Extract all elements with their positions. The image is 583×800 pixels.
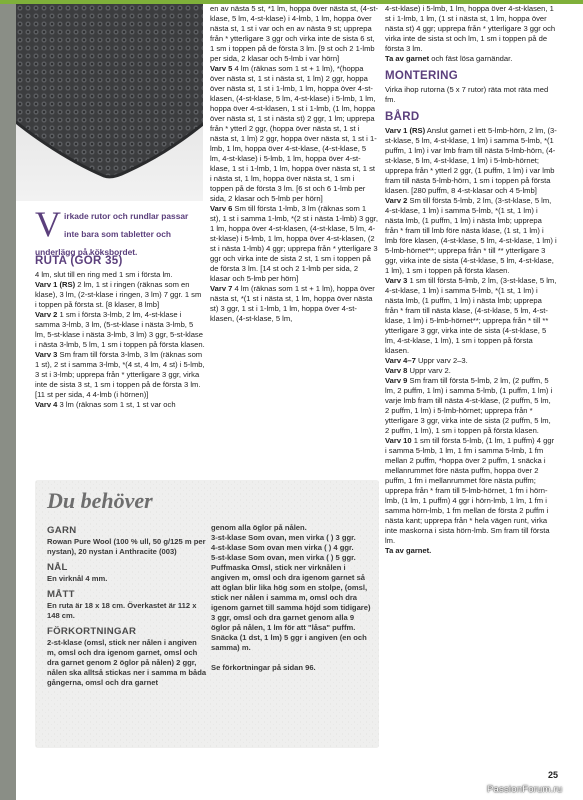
paragraph <box>211 653 373 663</box>
paragraph: Varv 4 3 lm (räknas som 1 st, 1 st var och <box>35 400 176 409</box>
bard-heading: BÅRD <box>385 111 420 123</box>
montering-heading: MONTERING <box>385 70 458 82</box>
drop-cap: V <box>35 204 61 244</box>
column-3 <box>385 4 557 556</box>
left-gray-sidebar <box>0 4 16 800</box>
forkortningar-text: 2-st-klase (omsl, stick ner nålen i angiven m, omsl och dra igenom garnet, omsl och dra garnet genom 2 öglor på nålen) 2 ggr, nålen ska alltså stickas ner i samma m båda gångerna, omsl och dra garnet <box>47 638 207 687</box>
paragraph: Varv 10 1 sm till första 5-lmb, (1 lm, 1 puffm) 4 ggr i samma 5-lmb, 1 lm, 1 fm i samma 5-lmb, 1 fm mellan 2 puffm, *hoppa över 2 puffm, 1 snäcka i mellanrummet före nästa puffm, hoppa över 2 puffm, 1 fm i mellanrummet före nästa puffm; upprepa från * fram till 5-lmb-hörnet, 1 fm i hörn-lmb, (1 lm, 1 puffm) 4 ggr i hörn-lmb, 1 lm, 1 fm i samma hörn-lmb, 1 fm mellan de första 2 puffm i nästa kant; upprepa från * hela vägen runt, virka inte maskorna i sista hörn-lmb. Sm fram till första lm. <box>385 436 555 545</box>
nal-text: En virknål 4 mm. <box>47 574 108 583</box>
paragraph: Varv 1 (RS) Anslut garnet i ett 5-lmb-hörn, 2 lm, (3-st-klase, 5 lm, 4-st-klase, 1 lm) i samma 5-lmb, *(1 puffm, 1 lm) i var lmb fram till nästa 5-lmb-hörn, (4-st-klase, 5 lm, 4-st-klase, 1 lm) i 5-lmb-hörnet; upprepa från * ytterl 2 ggr, (1 puffm, 1 lm) i var lmb fram till nästa 5-lmb-hörn, 1 sm i toppen på första klasen. [280 puffm, 8 4-st-klasar och 4 5-lmb] <box>385 126 557 195</box>
paragraph: Varv 7 4 lm (räknas som 1 st + 1 lm), hoppa över nästa st, *(1 st i nästa st, 1 lm, hoppa över nästa st) 3 ggr, 1 st i 1-lmb, 1 lm, hoppa över 4-st-klasen, (4-st-klase, 5 lm, <box>210 284 375 323</box>
paragraph: Varv 4–7 Uppr varv 2–3. <box>385 356 468 365</box>
blanket-illustration <box>16 4 203 201</box>
materials-title: Du behöver <box>47 488 153 513</box>
paragraph: Ta av garnet och fäst lösa garnändar. <box>385 54 513 63</box>
paragraph: Varv 2 1 sm i första 3-lmb, 2 lm, 4-st-klase i samma 3-lmb, 3 lm, (5-st-klase i nästa 3-lmb, 5 lm, 5-st-klase i nästa 3-lmb, 3 lm) 3 ggr, 5-st-klase i nästa 3-lmb, 5 lm, 1 sm i toppen på första klasen. <box>35 310 205 349</box>
ruta-heading: RUTA (GÖR 35) <box>35 255 123 267</box>
paragraph: Varv 9 Sm fram till första 5-lmb, 2 lm, (2 puffm, 5 lm, 2 puffm, 1 lm) i samma 5-lmb, (1 puffm, 1 lm) i varje lmb fram till nästa 4-st-klase, (2 puffm, 5 lm, 2 puffm, 1 lm) i 5-lmb-hörnet; upprepa från * ytterligare 3 ggr, virka inte de sista (2 puffm, 5 lm, 2 puffm, 1 lm), 1 sm i toppen på första klasen. <box>385 376 553 435</box>
paragraph: Varv 5 4 lm (räknas som 1 st + 1 lm), *(hoppa över nästa st, 1 st i nästa st, 1 lm) 2 ggr, hoppa över nästa st, 1 st i 1-lmb, 1 lm, hoppa över 4-st-klasen, (4-st-klase, 5 lm, 4-st-klase) i 5-lmb, 1 lm, hoppa över 4-st-klasen, 1 st i 1-lmb, (1 lm, hoppa över nästa st, 1 st i nästa st) 2 ggr, 1 lm; upprepa från * ytterl 2 ggr, (hoppa över nästa st, 1 st i nästa st, 1 lm) 2 ggr, hoppa över nästa st, 1 st i 1-lmb, 1 lm, hoppa över 4-st-klase, (4-st-klase, 5 lm, 4-st-klase) i 5-lmb, 1 lm, hoppa över 4-st-klase, 1 st i 1-lmb, 1 lm, hoppa över nästa st, 1 st i nästa st, 1 lm, hoppa över nästa st, 1 sm i toppen på de första 3 lm. [6 st och 6 1-lmb per sida, 2 klasar och 5-lmb per hörn] <box>210 64 377 203</box>
montering-text: Virka ihop rutorna (5 x 7 rutor) räta mot räta med fm. <box>385 85 549 104</box>
paragraph: Se förkortningar på sidan 96. <box>211 663 316 672</box>
bard-instructions <box>385 126 557 556</box>
paragraph: genom alla öglor på nålen. <box>211 523 307 532</box>
paragraph: Varv 8 Uppr varv 2. <box>385 366 451 375</box>
paragraph: Snäcka (1 dst, 1 lm) 5 ggr i angiven (en och samma) m. <box>211 633 367 652</box>
paragraph: Varv 3 Sm fram till första 3-lmb, 3 lm (räknas som 1 st), 2 st i samma 3-lmb, *(4 st, 4 lm, 4 st) i 5-lmb, 3 st i 3-lmb; upprepa från * ytterligare 3 ggr, virka inte de sista 3 st, 1 sm i toppen på de första 3 lm. [11 st per sida, 4 4-lmb (i hörnen)] <box>35 350 205 399</box>
paragraph: en av nästa 5 st, *1 lm, hoppa över nästa st, (4-st-klase, 5 lm, 4-st-klase) i 4-lmb, 1 lm, hoppa över nästa st, 1 st i var och en av nästa 9 st; upprepa från * ytterligare 3 ggr och virka inte de sista 6 st, 1 sm i toppen på de första 3 lm. [9 st och 2 1-lmb per sida, 2 klasar och 5-lmb i var hörn] <box>210 4 378 63</box>
intro-block <box>35 206 205 260</box>
page-number: 25 <box>548 770 559 780</box>
paragraph: 5-st-klase Som ovan, men virka ( ) 5 ggr. <box>211 553 356 562</box>
matt-text: En ruta är 18 x 18 cm. Överkastet är 112 x 148 cm. <box>47 601 197 620</box>
ruta-instructions <box>35 270 205 410</box>
ruta-instructions-end <box>385 4 557 64</box>
crochet-blanket-photo <box>16 4 203 201</box>
watermark: PassionForum.ru <box>487 784 563 795</box>
paragraph: 3-st-klase Som ovan, men virka ( ) 3 ggr. <box>211 533 356 542</box>
forkortningar-heading: FÖRKORTNINGAR <box>47 626 137 637</box>
intro-lead-text: irkade rutor och rundlar passar inte bara som tabletter och underlägg på köksbordet. <box>35 211 189 257</box>
garn-text: Rowan Pure Wool (100 % ull, 50 g/125 m per nystan), 20 nystan i Anthracite (003) <box>47 537 206 556</box>
nal-heading: NÅL <box>47 562 68 573</box>
paragraph: 4-st-klase Som ovan men virka ( ) 4 ggr. <box>211 543 354 552</box>
paragraph: 4 lm, slut till en ring med 1 sm i första lm. <box>35 270 173 279</box>
materials-box <box>35 480 379 748</box>
garn-heading: GARN <box>47 525 77 536</box>
materials-col-1 <box>47 520 207 688</box>
paragraph: Varv 3 1 sm till första 5-lmb, 2 lm, (3-st-klase, 5 lm, 4-st-klase, 1 lm) i samma 5-lmb, *(1 st, 1 lm) i nästa lmb, (1 puffm, 1 lm) i nästa lmb; upprepa från * fram till nästa klase, (4-st-klase, 5 lm, 4-st-klase, 1 lm) i 5-lmb-hörnet**; upprepa från * till ** ytterligare 3 ggr, virka inte de sista (4-st-klase, 5 lm, 4-st-klase, 1 lm), 1 sm i toppen på första klasen. <box>385 276 557 355</box>
column-2 <box>210 4 378 324</box>
ruta-instructions-cont <box>210 4 378 324</box>
abbreviations-list <box>211 523 373 673</box>
paragraph: Varv 6 Sm till första 1-lmb, 3 lm (räknas som 1 st), 1 st i samma 1-lmb, *(2 st i nästa 1-lmb) 3 ggr, 1 lm, hoppa över 4-st-klasen, (4-st-klase, 5 lm, 4-st-klase) i 5-lmb, 1 lm, hoppa över 4-st-klasen, (2 st i nästa 1-lmb) 4 ggr; upprepa från * ytterligare 3 ggr och virka inte de sista 2 st, 1 sm i toppen på de första 3 lm. [14 st och 2 1-lmb per sida, 2 klasar och 5-lmb per hörn] <box>210 204 378 283</box>
paragraph: 4-st-klase) i 5-lmb, 1 lm, hoppa över 4-st-klasen, 1 st i 1-lmb, 1 lm, (1 st i nästa st, 1 lm, hoppa över nästa st) 4 ggr; upprepa från * ytterligare 3 ggr och virka inte de sista st och lm, 1 sm i toppen på de första 3 lm. <box>385 4 556 53</box>
matt-heading: MÅTT <box>47 589 75 600</box>
column-1 <box>35 253 205 410</box>
paragraph: Puffmaska Omsl, stick ner virknålen i angiven m, omsl och dra igenom garnet så att öglan blir lika hög som en stolpe, (omsl, stick ner nålen i samma m, omsl och dra igenom garnet till samma höjd som tidigare) 3 ggr, omsl och dra garnet genom alla 9 öglor på nålen, 1 lm för att "låsa" puffm. <box>211 563 371 632</box>
materials-col-2 <box>211 523 373 673</box>
paragraph: Ta av garnet. <box>385 546 432 555</box>
paragraph: Varv 1 (RS) 2 lm, 1 st i ringen (räknas som en klase), 3 lm, (2-st-klase i ringen, 3 lm) 7 ggr. 1 sm i toppen på första st. [8 klaser, 8 lmb] <box>35 280 202 309</box>
paragraph: Varv 2 Sm till första 5-lmb, 2 lm, (3-st-klase, 5 lm, 4-st-klase, 1 lm) i samma 5-lmb, *(1 st, 1 lm) i nästa lmb, (1 puffm, 1 lm) i nästa lmb; upprepa från * fram till lmb före nästa klase, (1 st, 1 lm) i lmb före klasen, (4-st-klase, 5 lm, 4-st-klase, 1 lm) i 5-lmb-hörnet**; upprepa från * till ** ytterligare 3 ggr, virka inte de sista (4-st-klase, 5 lm, 4-st-klase, 1 lm), 1 sm i toppen på första klasen. <box>385 196 557 275</box>
